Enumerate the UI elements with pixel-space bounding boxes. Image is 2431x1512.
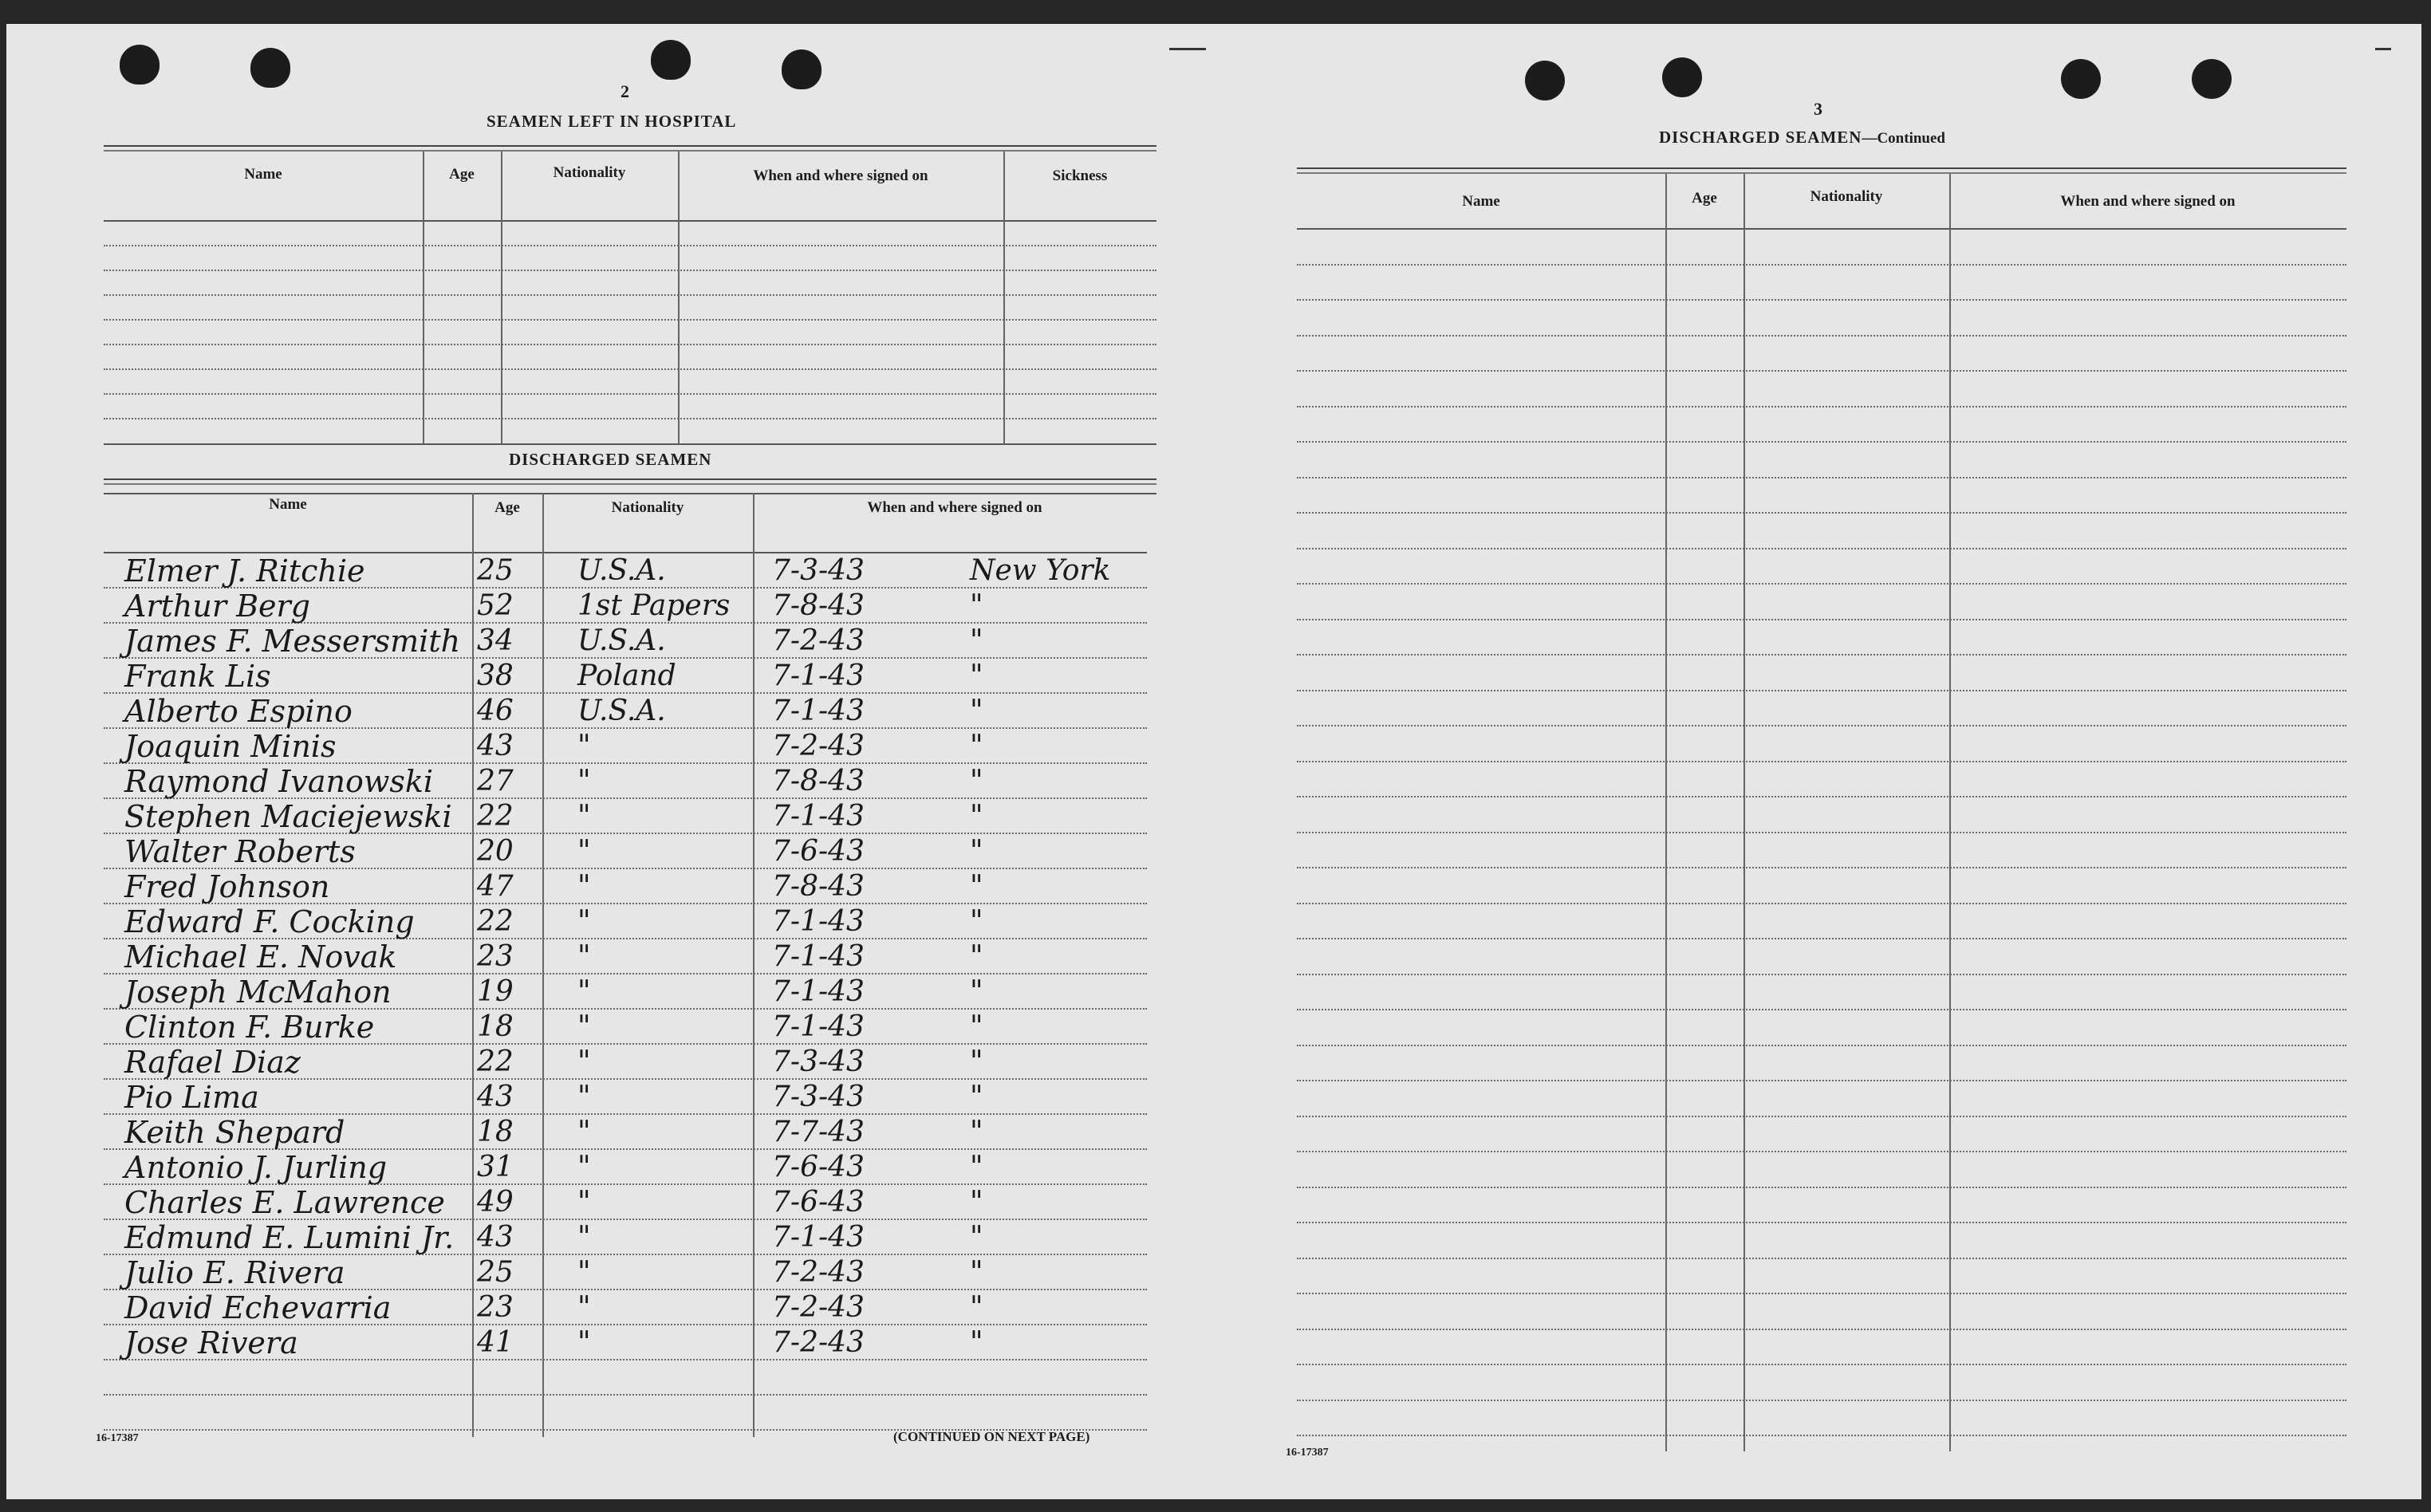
handwritten-name: Joaquin Minis — [124, 729, 337, 764]
column-divider — [472, 493, 474, 1437]
handwritten-date: 7-8-43 — [772, 589, 865, 622]
handwritten-date: 7-1-43 — [772, 940, 865, 973]
right-section-title-text: DISCHARGED SEAMEN — [1659, 128, 1862, 147]
handwritten-place: " — [970, 730, 983, 762]
page-number: 2 — [621, 81, 629, 101]
handwritten-place: " — [970, 624, 983, 657]
binder-hole — [2061, 59, 2101, 99]
edge-mark — [1169, 48, 1206, 50]
binder-hole — [782, 49, 821, 89]
handwritten-place: " — [970, 1081, 983, 1113]
binder-hole — [651, 40, 691, 80]
table-row-line — [1297, 725, 2346, 726]
handwritten-name: Arthur Berg — [124, 589, 310, 624]
header-rule — [1297, 228, 2346, 230]
handwritten-nationality: " — [577, 975, 591, 1008]
column-divider — [1665, 174, 1667, 1451]
handwritten-date: 7-2-43 — [772, 1256, 865, 1289]
handwritten-place: " — [970, 660, 983, 692]
binder-hole — [250, 48, 290, 88]
binder-hole — [120, 45, 160, 85]
column-divider — [753, 493, 755, 1437]
table-row-line — [1297, 1435, 2346, 1436]
handwritten-age: 25 — [477, 554, 514, 587]
handwritten-age: 47 — [477, 870, 514, 903]
handwritten-age: 18 — [477, 1116, 514, 1148]
handwritten-date: 7-2-43 — [772, 1291, 865, 1324]
handwritten-age: 23 — [477, 1291, 514, 1324]
handwritten-date: 7-6-43 — [772, 835, 865, 868]
divider — [104, 493, 1156, 494]
column-divider — [542, 493, 544, 1437]
handwritten-date: 7-8-43 — [772, 870, 865, 903]
continued-note: (CONTINUED ON NEXT PAGE) — [893, 1429, 1090, 1444]
handwritten-age: 43 — [477, 1081, 514, 1113]
hospital-col-nationality: Nationality — [553, 164, 626, 181]
discharged-col-nationality: Nationality — [611, 499, 684, 516]
right-col-when-where: When and where signed on — [2060, 193, 2236, 210]
header-rule — [104, 220, 1156, 222]
handwritten-nationality: 1st Papers — [577, 589, 731, 622]
table-row-line — [1297, 832, 2346, 833]
handwritten-nationality: " — [577, 765, 591, 797]
hospital-col-age: Age — [449, 166, 475, 183]
handwritten-date: 7-3-43 — [772, 1081, 865, 1113]
hospital-col-sickness: Sickness — [1052, 167, 1108, 184]
handwritten-place: " — [970, 1256, 983, 1289]
table-row-line — [1297, 1080, 2346, 1081]
column-divider — [1003, 152, 1005, 443]
handwritten-date: 7-6-43 — [772, 1186, 865, 1219]
table-row-line — [1297, 619, 2346, 620]
table-row-line — [1297, 1364, 2346, 1365]
handwritten-age: 43 — [477, 1221, 514, 1254]
column-divider — [678, 152, 680, 443]
handwritten-name: Antonio J. Jurling — [124, 1150, 388, 1185]
handwritten-nationality: " — [577, 1116, 591, 1148]
table-row-line — [1297, 690, 2346, 691]
handwritten-age: 43 — [477, 730, 514, 762]
table-row-line — [104, 344, 1156, 345]
handwritten-nationality: " — [577, 1291, 591, 1324]
handwritten-age: 23 — [477, 940, 514, 973]
table-row-line — [104, 319, 1156, 321]
handwritten-place: " — [970, 905, 983, 938]
handwritten-nationality: " — [577, 905, 591, 938]
handwritten-nationality: U.S.A. — [577, 695, 666, 727]
column-divider — [501, 152, 502, 443]
table-row-line — [1297, 441, 2346, 443]
handwritten-age: 27 — [477, 765, 514, 797]
divider — [104, 478, 1156, 485]
table-row-line — [1297, 1258, 2346, 1259]
handwritten-place: " — [970, 870, 983, 903]
table-row-line — [1297, 938, 2346, 939]
handwritten-age: 31 — [477, 1151, 514, 1183]
handwritten-name: Charles E. Lawrence — [124, 1185, 445, 1220]
handwritten-name: Alberto Espino — [124, 694, 353, 729]
binder-hole — [1662, 57, 1702, 97]
table-row-line — [104, 270, 1156, 271]
handwritten-place: " — [970, 589, 983, 622]
handwritten-name: Raymond Ivanowski — [124, 764, 434, 799]
table-row-line — [1297, 477, 2346, 478]
table-row-line — [1297, 583, 2346, 585]
handwritten-age: 22 — [477, 905, 514, 938]
table-row-line — [104, 418, 1156, 419]
handwritten-date: 7-3-43 — [772, 554, 865, 587]
table-row-line — [104, 294, 1156, 296]
handwritten-place: " — [970, 800, 983, 833]
handwritten-nationality: " — [577, 1256, 591, 1289]
handwritten-age: 46 — [477, 695, 514, 727]
handwritten-nationality: U.S.A. — [577, 624, 666, 657]
handwritten-nationality: Poland — [577, 660, 676, 692]
right-col-nationality: Nationality — [1810, 188, 1883, 205]
handwritten-place: " — [970, 835, 983, 868]
hospital-col-name: Name — [244, 166, 282, 183]
handwritten-name: Edward F. Cocking — [124, 904, 415, 939]
handwritten-name: Rafael Diaz — [124, 1045, 301, 1080]
handwritten-date: 7-1-43 — [772, 695, 865, 727]
handwritten-name: Elmer J. Ritchie — [124, 553, 365, 589]
table-row-line — [104, 1394, 1147, 1396]
column-divider — [1949, 174, 1951, 1451]
table-row-line — [1297, 264, 2346, 266]
handwritten-name: Clinton F. Burke — [124, 1010, 375, 1045]
divider — [1297, 167, 2346, 174]
handwritten-age: 34 — [477, 624, 514, 657]
form-number: 16-17387 — [96, 1432, 139, 1444]
table-row-line — [104, 245, 1156, 246]
handwritten-age: 49 — [477, 1186, 514, 1219]
handwritten-place: " — [970, 695, 983, 727]
ledger-paper — [6, 24, 2421, 1499]
handwritten-nationality: " — [577, 1221, 591, 1254]
table-row-line — [1297, 299, 2346, 301]
table-row-line — [1297, 335, 2346, 337]
right-col-age: Age — [1692, 190, 1717, 207]
table-row-line — [1297, 1293, 2346, 1294]
edge-mark — [2375, 48, 2391, 50]
handwritten-place: " — [970, 1116, 983, 1148]
right-section-title-suffix: —Continued — [1862, 130, 1945, 147]
handwritten-nationality: " — [577, 1151, 591, 1183]
handwritten-place: " — [970, 1221, 983, 1254]
handwritten-name: Joseph McMahon — [124, 975, 392, 1010]
table-row-line — [1297, 903, 2346, 904]
table-row-line — [1297, 796, 2346, 797]
handwritten-date: 7-3-43 — [772, 1045, 865, 1078]
table-row-line — [1297, 867, 2346, 868]
handwritten-nationality: " — [577, 1326, 591, 1359]
divider — [104, 145, 1156, 152]
column-divider — [423, 152, 424, 443]
right-section-title — [1659, 128, 1945, 148]
table-row-line — [1297, 1329, 2346, 1330]
table-row-line — [1297, 1045, 2346, 1046]
handwritten-name: Stephen Maciejewski — [124, 799, 452, 834]
handwritten-date: 7-2-43 — [772, 624, 865, 657]
handwritten-place: " — [970, 975, 983, 1008]
table-row-line — [1297, 654, 2346, 656]
handwritten-place: " — [970, 1186, 983, 1219]
handwritten-place: " — [970, 1010, 983, 1043]
handwritten-age: 22 — [477, 800, 514, 833]
handwritten-place: " — [970, 940, 983, 973]
handwritten-nationality: " — [577, 730, 591, 762]
handwritten-name: James F. Messersmith — [124, 624, 461, 659]
handwritten-age: 38 — [477, 660, 514, 692]
form-number: 16-17387 — [1286, 1447, 1329, 1459]
handwritten-age: 25 — [477, 1256, 514, 1289]
table-row-line — [1297, 1116, 2346, 1117]
table-row-line — [1297, 1400, 2346, 1401]
handwritten-age: 22 — [477, 1045, 514, 1078]
handwritten-name: Jose Rivera — [124, 1325, 298, 1360]
handwritten-name: Frank Lis — [124, 659, 271, 694]
handwritten-name: Michael E. Novak — [124, 939, 397, 975]
handwritten-place: New York — [970, 554, 1111, 587]
handwritten-date: 7-1-43 — [772, 1221, 865, 1254]
handwritten-name: Edmund E. Lumini Jr. — [124, 1220, 455, 1255]
handwritten-place: " — [970, 1045, 983, 1078]
table-row-line — [1297, 1222, 2346, 1223]
binder-hole — [2192, 59, 2232, 99]
handwritten-place: " — [970, 765, 983, 797]
handwritten-date: 7-1-43 — [772, 905, 865, 938]
table-row-line — [1297, 512, 2346, 514]
handwritten-name: Keith Shepard — [124, 1115, 345, 1150]
table-row-line — [104, 393, 1156, 395]
discharged-col-name: Name — [269, 496, 307, 513]
handwritten-nationality: " — [577, 1045, 591, 1078]
handwritten-name: Fred Johnson — [124, 869, 330, 904]
handwritten-nationality: " — [577, 940, 591, 973]
handwritten-age: 19 — [477, 975, 514, 1008]
handwritten-nationality: " — [577, 800, 591, 833]
table-row-line — [1297, 1151, 2346, 1152]
hospital-col-when-where: When and where signed on — [753, 167, 928, 184]
page-number: 3 — [1814, 99, 1822, 119]
table-row-line — [1297, 548, 2346, 549]
handwritten-age: 41 — [477, 1326, 514, 1359]
table-bottom-rule — [104, 443, 1156, 445]
discharged-col-age: Age — [494, 499, 520, 516]
handwritten-nationality: U.S.A. — [577, 554, 666, 587]
discharged-col-when-where: When and where signed on — [867, 499, 1042, 516]
table-row-line — [1297, 761, 2346, 762]
handwritten-place: " — [970, 1151, 983, 1183]
handwritten-nationality: " — [577, 1081, 591, 1113]
handwritten-name: David Echevarria — [124, 1290, 392, 1325]
column-divider — [1743, 174, 1745, 1451]
handwritten-age: 52 — [477, 589, 514, 622]
handwritten-date: 7-7-43 — [772, 1116, 865, 1148]
table-row-line — [1297, 1009, 2346, 1010]
handwritten-date: 7-8-43 — [772, 765, 865, 797]
handwritten-name: Pio Lima — [124, 1080, 259, 1115]
table-row-line — [1297, 370, 2346, 372]
handwritten-nationality: " — [577, 1010, 591, 1043]
handwritten-age: 20 — [477, 835, 514, 868]
table-row-line — [1297, 406, 2346, 408]
handwritten-name: Walter Roberts — [124, 834, 356, 869]
discharged-section-title: DISCHARGED SEAMEN — [509, 450, 712, 469]
handwritten-place: " — [970, 1326, 983, 1359]
binder-hole — [1525, 61, 1565, 100]
handwritten-nationality: " — [577, 835, 591, 868]
handwritten-name: Julio E. Rivera — [124, 1255, 345, 1290]
handwritten-nationality: " — [577, 870, 591, 903]
handwritten-date: 7-2-43 — [772, 1326, 865, 1359]
handwritten-nationality: " — [577, 1186, 591, 1219]
handwritten-date: 7-1-43 — [772, 1010, 865, 1043]
handwritten-date: 7-1-43 — [772, 660, 865, 692]
handwritten-date: 7-6-43 — [772, 1151, 865, 1183]
handwritten-date: 7-1-43 — [772, 800, 865, 833]
hospital-section-title: SEAMEN LEFT IN HOSPITAL — [487, 112, 737, 131]
handwritten-place: " — [970, 1291, 983, 1324]
table-row-line — [1297, 974, 2346, 975]
handwritten-date: 7-1-43 — [772, 975, 865, 1008]
right-col-name: Name — [1462, 193, 1500, 210]
handwritten-date: 7-2-43 — [772, 730, 865, 762]
handwritten-age: 18 — [477, 1010, 514, 1043]
table-row-line — [104, 368, 1156, 370]
table-row-line — [1297, 1187, 2346, 1188]
